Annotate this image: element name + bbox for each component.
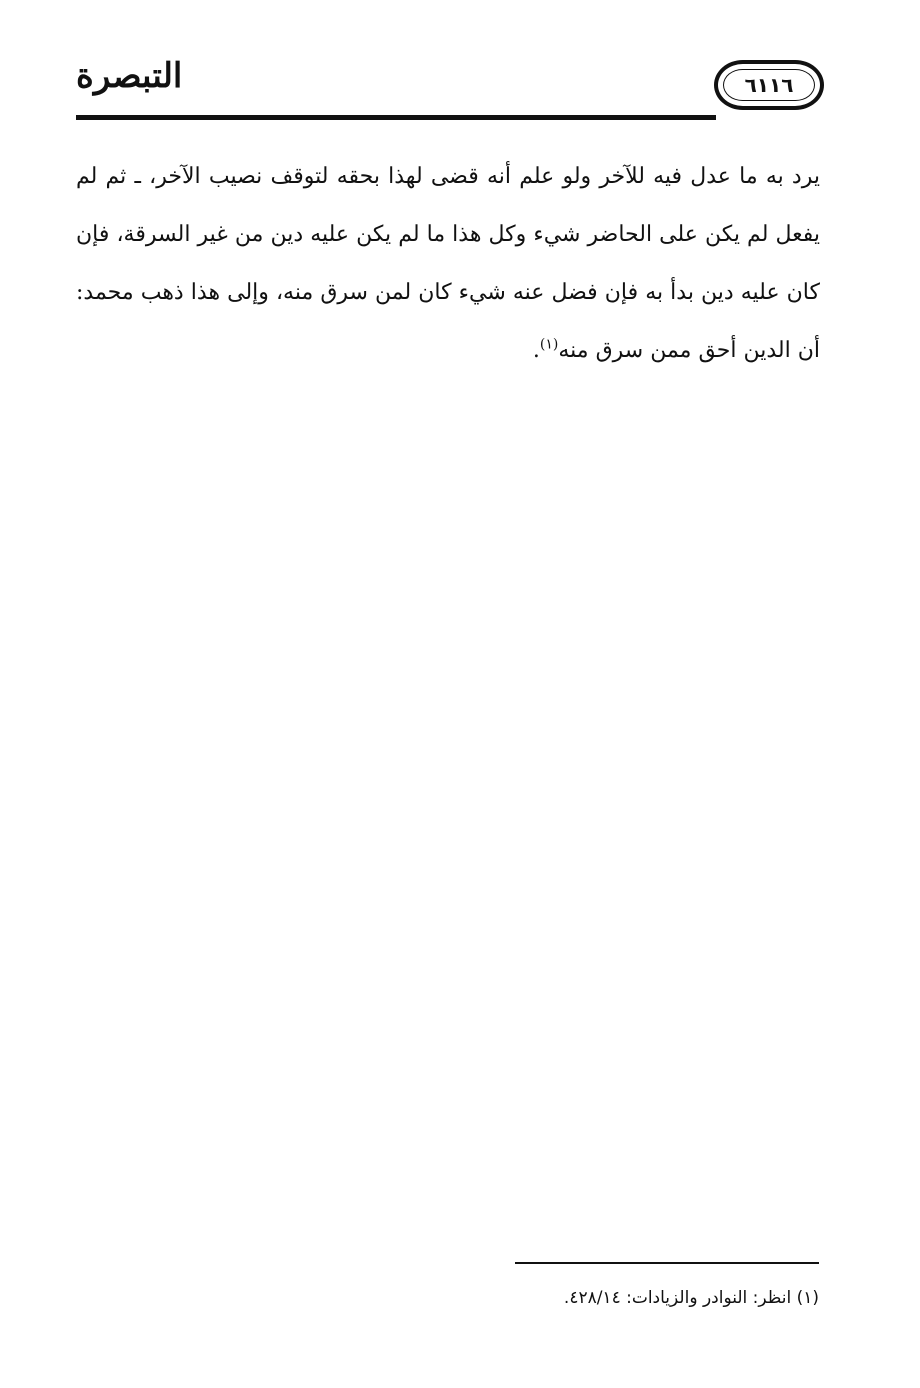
page-header [76, 52, 824, 124]
footnote-reference: (١) [539, 336, 559, 353]
page-number: ٦١١٦ [744, 73, 794, 97]
body-paragraph [76, 148, 820, 380]
book-title: التبصرة [76, 56, 183, 96]
main-text [76, 148, 820, 380]
paragraph-text: يرد به ما عدل فيه للآخر ولو علم أنه قضى لهذا بحقه لتوقف نصيب الآخر، ـ ثم لم يفعل لم يكن على الحاضر شيء وكل هذا ما لم يكن عليه دين من غير السرقة، فإن كان عليه دين بدأ به فإن فضل عنه شيء كان لمن سرق منه، وإلى هذا ذهب محمد: أن الدين أحق ممن سرق منه [76, 164, 820, 363]
footnote-1: (١) انظر: النوادر والزيادات: ٤٢٨/١٤. [563, 1288, 819, 1308]
paragraph-end: . [532, 338, 540, 363]
page-number-frame [714, 60, 824, 110]
header-rule [76, 115, 716, 120]
footnote-separator [515, 1262, 819, 1264]
page-number-inner-frame [723, 69, 815, 101]
